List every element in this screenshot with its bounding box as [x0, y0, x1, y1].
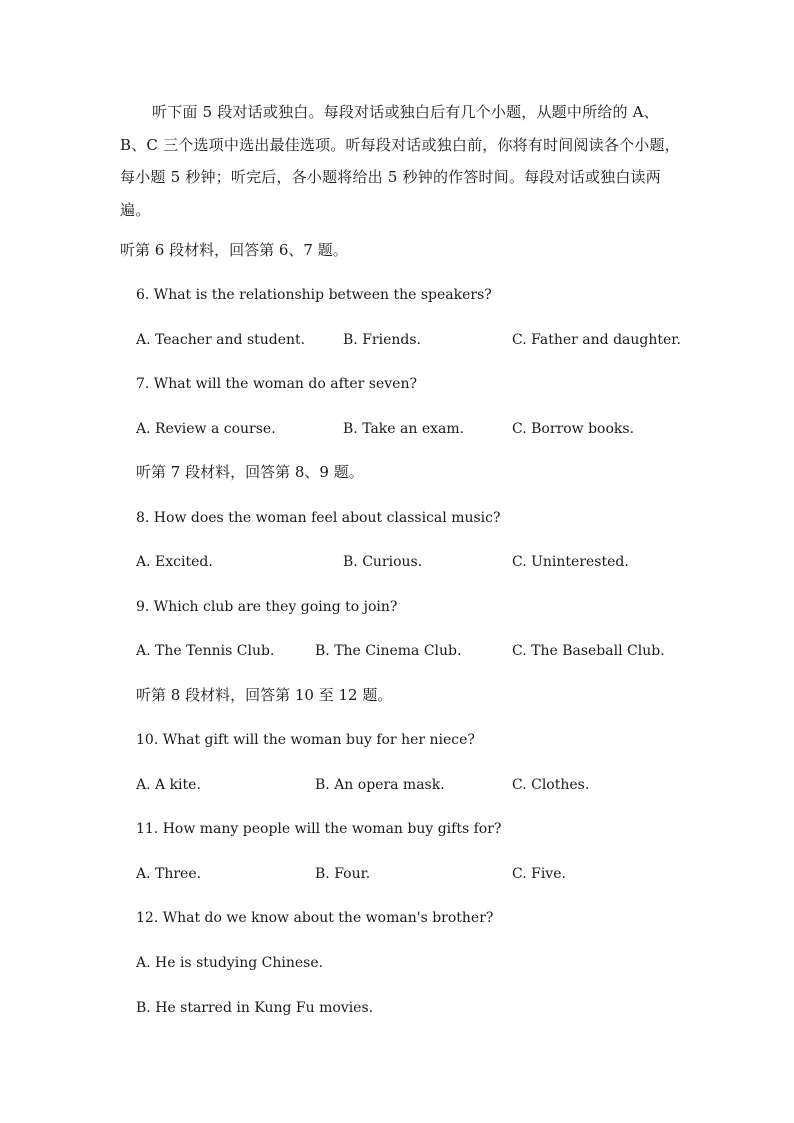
option-b: B. The Cinema Club.: [315, 643, 462, 659]
question-text: 11. How many people will the woman buy gifts for?: [136, 821, 502, 837]
option-b: B. An opera mask.: [315, 777, 445, 793]
question-text: 8. How does the woman feel about classical music?: [136, 510, 501, 526]
option-b: B. He starred in Kung Fu movies.: [136, 1000, 374, 1016]
option-a: A. He is studying Chinese.: [136, 955, 324, 971]
option-c: C. The Baseball Club.: [512, 643, 665, 659]
question-text: 7. What will the woman do after seven?: [136, 376, 417, 392]
option-b: B. Friends.: [343, 332, 421, 348]
option-c: C. Five.: [512, 866, 566, 882]
option-c: C. Uninterested.: [512, 554, 629, 570]
option-b: B. Four.: [315, 866, 371, 882]
option-a: A. The Tennis Club.: [136, 643, 275, 659]
section-heading: 听第 7 段材料，回答第 8、9 题。: [136, 463, 364, 481]
section-heading: 听第 8 段材料，回答第 10 至 12 题。: [136, 686, 393, 704]
option-b: B. Take an exam.: [343, 421, 465, 437]
section-heading: 听第 6 段材料，回答第 6、7 题。: [120, 241, 348, 259]
question-text: 12. What do we know about the woman's brother?: [136, 910, 494, 926]
option-c: C. Borrow books.: [512, 421, 635, 437]
question-text: 6. What is the relationship between the speakers?: [136, 287, 492, 303]
option-c: C. Father and daughter.: [512, 332, 681, 348]
question-text: 9. Which club are they going to join?: [136, 599, 398, 615]
option-a: A. Review a course.: [136, 421, 276, 437]
option-a: A. A kite.: [136, 777, 201, 793]
instructions-paragraph: 听下面 5 段对话或独白。每段对话或独白后有几个小题，从题中所给的 A、B、C 三个选项中选出最佳选项。听每段对话或独白前，你将有时间阅读各个小题，每小题 5 秒钟；听完后，各小题将给出 5 秒钟的作答时间。每段对话或独白读两遍。: [120, 103, 680, 219]
question-text: 10. What gift will the woman buy for her niece?: [136, 732, 475, 748]
option-a: A. Excited.: [136, 554, 213, 570]
option-c: C. Clothes.: [512, 777, 590, 793]
option-a: A. Teacher and student.: [136, 332, 306, 348]
option-a: A. Three.: [136, 866, 202, 882]
option-b: B. Curious.: [343, 554, 423, 570]
